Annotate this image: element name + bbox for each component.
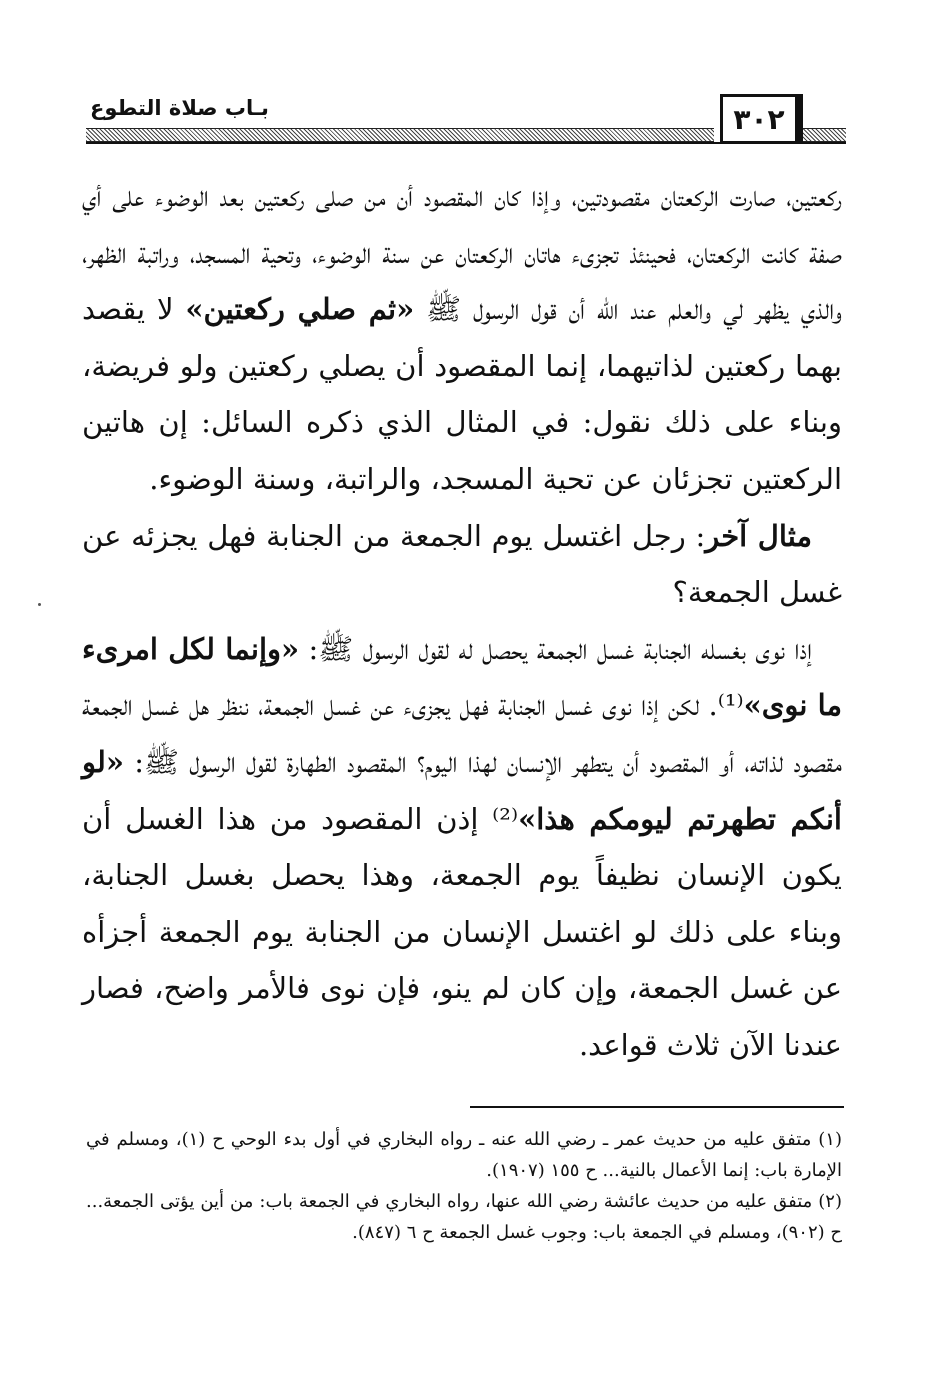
footnotes [86, 1124, 842, 1248]
scan-speck [38, 603, 41, 606]
footnote-ref[interactable]: ⁽¹⁾ [717, 688, 744, 723]
body-text [82, 168, 842, 1074]
header-hatch-bar-small [802, 128, 846, 142]
paragraph [82, 168, 842, 508]
footnote-separator [470, 1106, 844, 1108]
page-number-bar [798, 94, 803, 142]
header-hatch-bar [86, 128, 714, 142]
text-run: ركعتين، صارت الركعتان مقصودتين، وإذا كان المقصود أن من صلى ركعتين بعد الوضوء على أي صفة كانت الركعتان، فحينئذ تجزىء هاتان الركعتان عن سنة الوضوء، وتحية المسجد، وراتبة الظهر، والذي يظهر لي والعلم عند الله أن قول الرسول ﷺ [82, 179, 842, 327]
paragraph [82, 621, 842, 1074]
hadith-quote: «لو أنكم تطهرتم ليومكم هذا» [82, 744, 842, 836]
paragraph [82, 508, 842, 621]
text-run: . لكن إذا نوى غسل الجنابة فهل يجزىء عن غسل الجمعة، ننظر هل غسل الجمعة مقصود لذاته، أو المقصود أن يتطهر الإنسان لهذا اليوم؟ المقصود الطهارة لقول الرسول ﷺ: [82, 688, 842, 779]
page-number: ٣٠٢ [720, 94, 798, 144]
text-run: لا يقصد بهما ركعتين لذاتيهما، إنما المقصود أن يصلي ركعتين ولو فريضة، وبناء على ذلك نقول: في المثال الذي ذكره السائل: إن هاتين الركعتين تجزئان عن تحية المسجد، والراتبة، وسنة الوضوء. [82, 292, 842, 496]
example-label: مثال آخر [705, 518, 812, 553]
text-run: إذن المقصود من هذا الغسل أن يكون الإنسان نظيفاً يوم الجمعة، وهذا يحصل بغسل الجنابة، وبناء على ذلك لو اغتسل الإنسان من الجنابة يوم الجمعة أجزأه عن غسل الجمعة، وإن كان لم ينو، فإن نوى فالأمر واضح، فصار عندنا الآن ثلاث قواعد. [82, 801, 842, 1062]
hadith-quote: «وإنما لكل امرىء ما نوى» [82, 631, 842, 723]
text-run: : رجل اغتسل يوم الجمعة من الجنابة فهل يجزئه عن غسل الجمعة؟ [82, 518, 842, 610]
footnote-ref[interactable]: ⁽²⁾ [492, 801, 519, 836]
footnote: (١) متفق عليه من حديث عمر ـ رضي الله عنه ـ رواه البخاري في أول بدء الوحي ح (١)، ومسلم في الإمارة باب: إنما الأعمال بالنية... ح ١٥٥ (١٩٠٧). [86, 1129, 842, 1181]
text-run: إذا نوى بغسله الجنابة غسل الجمعة يحصل له لقول الرسول ﷺ: [299, 631, 812, 666]
footnote: (٢) متفق عليه من حديث عائشة رضي الله عنها، رواه البخاري في الجمعة باب: من أين يؤتى الجمعة... ح (٩٠٢)، ومسلم في الجمعة باب: وجوب غسل الجمعة ح ٦ (٨٤٧). [86, 1191, 842, 1243]
page-header [86, 92, 846, 150]
chapter-title: بـاب صلاة التطوع [86, 96, 273, 120]
hadith-quote: «ثم صلي ركعتين» [185, 292, 415, 327]
